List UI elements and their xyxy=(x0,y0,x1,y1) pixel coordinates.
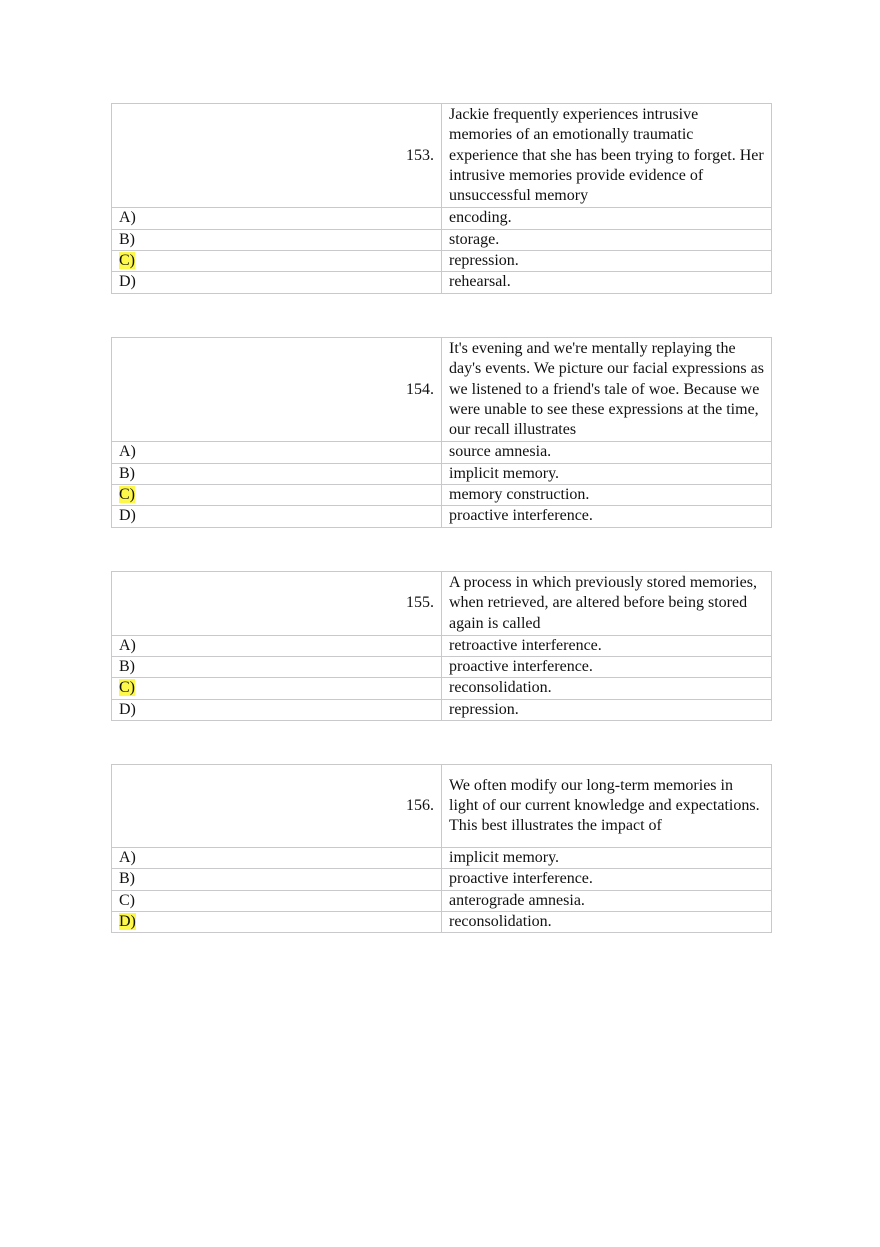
option-row xyxy=(112,699,772,720)
option-letter: B) xyxy=(112,869,442,890)
question-number: 153. xyxy=(112,104,442,208)
question-156-table xyxy=(111,764,772,933)
option-row xyxy=(112,506,772,527)
question-text: A process in which previously stored memories, when retrieved, are altered before being stored again is called xyxy=(442,572,772,636)
question-154-table xyxy=(111,337,772,528)
option-text: proactive interference. xyxy=(442,506,772,527)
option-text: implicit memory. xyxy=(442,463,772,484)
option-letter: A) xyxy=(112,208,442,229)
option-row xyxy=(112,678,772,699)
option-row xyxy=(112,869,772,890)
option-letter: A) xyxy=(112,442,442,463)
question-153-table xyxy=(111,103,772,294)
option-letter: C) xyxy=(112,890,442,911)
option-text: reconsolidation. xyxy=(442,678,772,699)
option-text: source amnesia. xyxy=(442,442,772,463)
option-letter: D) xyxy=(112,272,442,293)
option-text: repression. xyxy=(442,251,772,272)
answer-highlight: D) xyxy=(119,912,136,930)
option-letter-correct xyxy=(112,678,442,699)
question-row xyxy=(112,104,772,208)
question-number: 155. xyxy=(112,572,442,636)
answer-highlight: C) xyxy=(119,486,135,504)
option-row xyxy=(112,848,772,869)
option-text: memory construction. xyxy=(442,485,772,506)
option-letter: B) xyxy=(112,463,442,484)
option-letter: D) xyxy=(112,699,442,720)
option-row xyxy=(112,890,772,911)
option-text: reconsolidation. xyxy=(442,911,772,932)
option-text: proactive interference. xyxy=(442,869,772,890)
option-row xyxy=(112,251,772,272)
question-row xyxy=(112,572,772,636)
question-text: Jackie frequently experiences intrusive memories of an emotionally traumatic experience that she has been trying to forget. Her intrusive memories provide evidence of unsuccessful memory xyxy=(442,104,772,208)
option-text: implicit memory. xyxy=(442,848,772,869)
option-row xyxy=(112,635,772,656)
option-row xyxy=(112,657,772,678)
question-text: We often modify our long-term memories in light of our current knowledge and expectations. This best illustrates the impact of xyxy=(442,765,772,848)
option-letter-correct xyxy=(112,251,442,272)
option-text: rehearsal. xyxy=(442,272,772,293)
question-row xyxy=(112,765,772,848)
option-text: proactive interference. xyxy=(442,657,772,678)
option-row xyxy=(112,911,772,932)
option-row xyxy=(112,272,772,293)
question-number: 156. xyxy=(112,765,442,848)
question-number: 154. xyxy=(112,338,442,442)
option-row xyxy=(112,463,772,484)
option-row xyxy=(112,208,772,229)
option-letter: A) xyxy=(112,635,442,656)
option-letter: A) xyxy=(112,848,442,869)
answer-highlight: C) xyxy=(119,679,135,697)
answer-highlight: C) xyxy=(119,252,135,270)
question-row xyxy=(112,338,772,442)
option-text: repression. xyxy=(442,699,772,720)
option-text: anterograde amnesia. xyxy=(442,890,772,911)
option-text: encoding. xyxy=(442,208,772,229)
option-letter-correct xyxy=(112,911,442,932)
option-row xyxy=(112,485,772,506)
question-155-table xyxy=(111,571,772,721)
option-text: storage. xyxy=(442,229,772,250)
option-row xyxy=(112,442,772,463)
option-text: retroactive interference. xyxy=(442,635,772,656)
option-letter: B) xyxy=(112,657,442,678)
option-letter: D) xyxy=(112,506,442,527)
option-row xyxy=(112,229,772,250)
option-letter-correct xyxy=(112,485,442,506)
question-text: It's evening and we're mentally replaying the day's events. We picture our facial expressions as we listened to a friend's tale of woe. Because we were unable to see these expressions at the time, our recall illustrates xyxy=(442,338,772,442)
option-letter: B) xyxy=(112,229,442,250)
